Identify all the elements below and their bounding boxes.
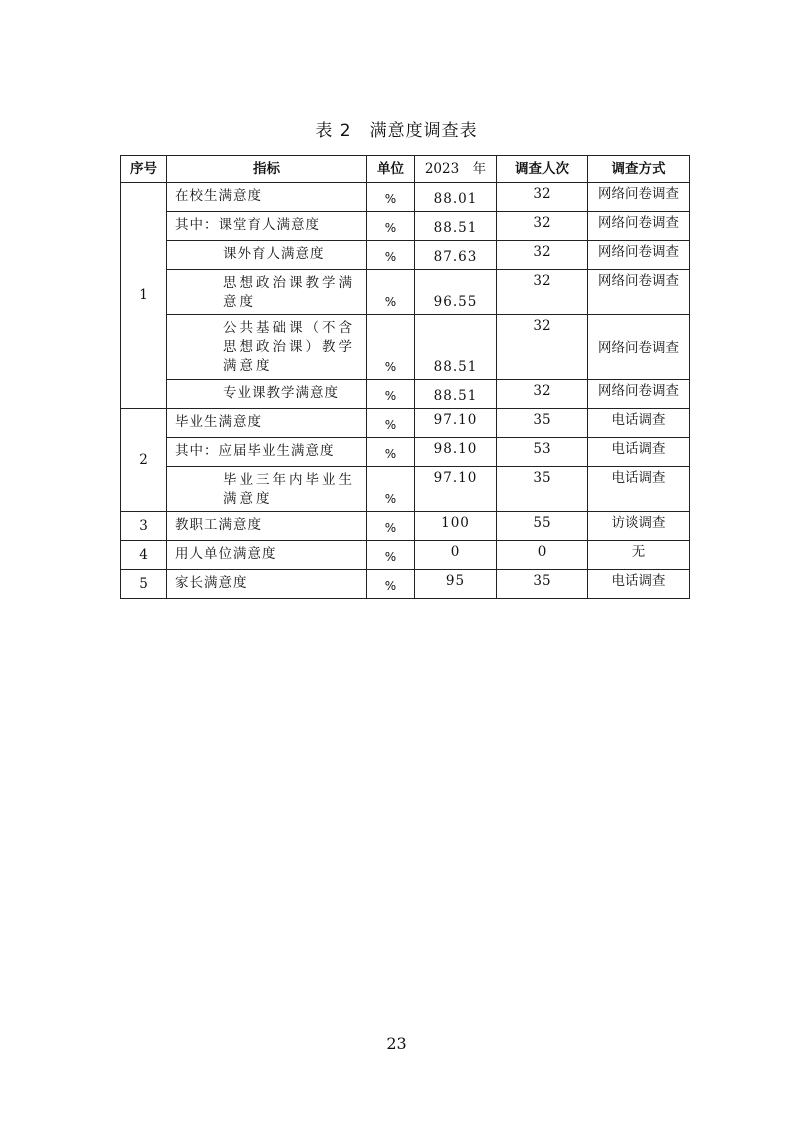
table-row	[121, 380, 690, 409]
indicator-cell: 在校生满意度	[167, 183, 367, 212]
indicator-cell: 家长满意度	[167, 570, 367, 599]
table-row	[121, 270, 690, 315]
seq-cell: 4	[121, 541, 167, 570]
unit-cell: %	[367, 438, 415, 467]
unit-cell: %	[367, 467, 415, 512]
count-cell: 35	[497, 570, 588, 599]
header-unit: 单位	[367, 156, 415, 183]
count-cell: 53	[497, 438, 588, 467]
table-header-row	[121, 156, 690, 183]
value-cell: 98.10	[415, 438, 497, 467]
count-cell: 32	[497, 315, 588, 380]
table-row	[121, 315, 690, 380]
seq-cell: 3	[121, 512, 167, 541]
header-method: 调查方式	[588, 156, 690, 183]
count-cell: 55	[497, 512, 588, 541]
value-cell: 97.10	[415, 409, 497, 438]
table-row	[121, 241, 690, 270]
unit-cell: %	[367, 570, 415, 599]
table-title: 表 2 满意度调查表	[315, 121, 478, 141]
method-cell: 电话调查	[588, 467, 690, 512]
indicator-cell: 专业课教学满意度	[167, 380, 367, 409]
unit-cell: %	[367, 212, 415, 241]
header-count: 调查人次	[497, 156, 588, 183]
page-number: 23	[386, 1034, 407, 1053]
unit-cell: %	[367, 270, 415, 315]
method-cell: 无	[588, 541, 690, 570]
seq-cell: 5	[121, 570, 167, 599]
count-cell: 32	[497, 241, 588, 270]
count-cell: 35	[497, 467, 588, 512]
count-cell: 32	[497, 380, 588, 409]
indicator-cell: 其中：课堂育人满意度	[167, 212, 367, 241]
unit-cell: %	[367, 241, 415, 270]
method-cell: 网络问卷调查	[588, 183, 690, 212]
indicator-cell: 教职工满意度	[167, 512, 367, 541]
method-cell: 网络问卷调查	[588, 315, 690, 380]
table-row	[121, 541, 690, 570]
header-seq: 序号	[121, 156, 167, 183]
indicator-cell: 毕业三年内毕业生满意度	[167, 467, 367, 512]
table-row	[121, 570, 690, 599]
indicator-cell: 其中：应届毕业生满意度	[167, 438, 367, 467]
value-cell: 97.10	[415, 467, 497, 512]
unit-cell: %	[367, 380, 415, 409]
unit-cell: %	[367, 541, 415, 570]
value-cell: 87.63	[415, 241, 497, 270]
method-cell: 网络问卷调查	[588, 380, 690, 409]
table-row	[121, 467, 690, 512]
method-cell: 电话调查	[588, 409, 690, 438]
value-cell: 96.55	[415, 270, 497, 315]
header-year: 2023 年	[415, 156, 497, 183]
count-cell: 0	[497, 541, 588, 570]
count-cell: 32	[497, 183, 588, 212]
unit-cell: %	[367, 315, 415, 380]
seq-cell: 1	[121, 183, 167, 409]
table-row	[121, 212, 690, 241]
table-row	[121, 438, 690, 467]
count-cell: 32	[497, 270, 588, 315]
value-cell: 88.01	[415, 183, 497, 212]
indicator-cell: 课外育人满意度	[167, 241, 367, 270]
table-row	[121, 409, 690, 438]
indicator-cell: 思想政治课教学满意度	[167, 270, 367, 315]
value-cell: 88.51	[415, 380, 497, 409]
indicator-cell: 公共基础课（不含思想政治课）教学满意度	[167, 315, 367, 380]
value-cell: 0	[415, 541, 497, 570]
count-cell: 35	[497, 409, 588, 438]
value-cell: 100	[415, 512, 497, 541]
header-indicator: 指标	[167, 156, 367, 183]
value-cell: 95	[415, 570, 497, 599]
count-cell: 32	[497, 212, 588, 241]
method-cell: 电话调查	[588, 570, 690, 599]
method-cell: 网络问卷调查	[588, 212, 690, 241]
unit-cell: %	[367, 409, 415, 438]
method-cell: 访谈调查	[588, 512, 690, 541]
unit-cell: %	[367, 512, 415, 541]
table-row	[121, 183, 690, 212]
indicator-cell: 毕业生满意度	[167, 409, 367, 438]
method-cell: 电话调查	[588, 438, 690, 467]
method-cell: 网络问卷调查	[588, 241, 690, 270]
seq-cell: 2	[121, 409, 167, 512]
table-row	[121, 512, 690, 541]
indicator-cell: 用人单位满意度	[167, 541, 367, 570]
value-cell: 88.51	[415, 212, 497, 241]
satisfaction-survey-table	[120, 155, 690, 599]
value-cell: 88.51	[415, 315, 497, 380]
method-cell: 网络问卷调查	[588, 270, 690, 315]
unit-cell: %	[367, 183, 415, 212]
